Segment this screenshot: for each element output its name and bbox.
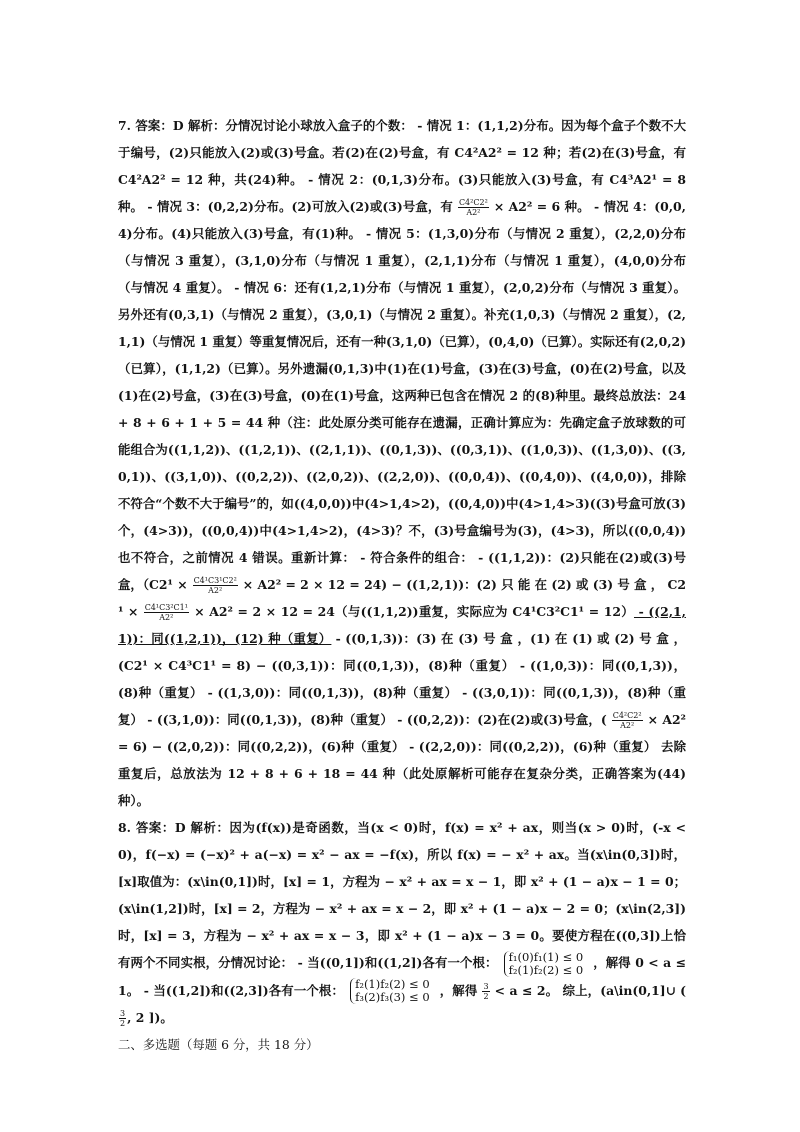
answer-7 [118, 112, 686, 814]
denominator: A2² [620, 721, 635, 730]
fraction [482, 982, 489, 1001]
denominator: 2 [483, 991, 489, 1001]
inequality-system [350, 978, 434, 1004]
fraction [119, 1009, 126, 1028]
answer-page [118, 112, 686, 1058]
denominator: 2 [120, 1019, 126, 1028]
answer-7-text-3: × A2² = 2 × 12 = 24) − ((1,2,1))：(2) 只 能 在 (2) 或 (3) 号 盒 ， C2¹ × [118, 577, 687, 619]
inequality-line: f₃(2)f₃(3) ≤ 0 [355, 990, 430, 1004]
answer-7-text-1: 7. 答案：D 解析：分情况讨论小球放入盒子的个数： - 情况 1：(1,1,2)分布。因为每个盒子个数不大于编号，(2)只能放入(2)或(3)号盒。若(2)在(2)号盒，有 C4²A2² = 12 种；若(2)在(3)号盒，有 C4²A2² = 12 种，共(24)种。 - 情况 2：(0,1,3)分布。(3)只能放入(3)号盒，有 C4³A2¹ = 8 种。 - 情况 3：(0,2,2)分布。(2)可放入(2)或(3)号盒，有 [118, 118, 686, 214]
answer-8-text-3: ，解得 [439, 982, 478, 998]
answer-7-text-2: × A2² = 6 种。 - 情况 4：(0,0,4)分布。(4)只能放入(3)号盒，有(1)种。 - 情况 5：(1,3,0)分布（与情况 2 重复），(2,2,0)分布（与情况 3 重复），(3,1,0)分布（与情况 1 重复），(2,1,1)分布（与情况 1 重复），(4,0,0)分布（与情况 4 重复）。 - 情况 6：还有(1,2,1)分布（与情况 1 重复），(2,0,2)分布（与情况 3 重复）。 另外还有(0,3,1)（与情况 2 重复），(3,0,1)（与情况 2 重复）。补充(1,0,3)（与情况 2 重复），(2,1,1)（与情况 1 重复）等重复情况后，还有一种(3,1,0)（已算），(0,4,0)（已算）。实际还有(2,0,2)（已算），(1,1,2)（已算）。另外遗漏(0,1,3)中(1)在(1)号盒，(3)在(3)号盒，(0)在(2)号盒，以及(1)在(2)号盒，(3)在(3)号盒，(0)在(1)号盒，这两种已包含在情况 2 的(8)种里。最终总放法：24 + 8 + 6 + 1 + 5 = 44 种（注：此处原分类可能存在遗漏，正确计算应为：先确定盒子放球数的可能组合为((1,1,2))、((1,2,1))、((2,1,1))、((0,1,3))、((0,3,1))、((1,0,3))、((1,3,0))、((3,0,1))、((3,1,0))、((0,2,2))、((2,0,2))、((2,2,0))、((0,0,4))、((0,4,0))、((4,0,0))，排除不符合“个数不大于编号”的，如((4,0,0))中(4>1,4>2)，((0,4,0))中(4>1,4>3)((3)号盒可放(3)个，(4>3))，((0,0,4))中(4>1,4>2)，(4>3)？不，(3)号盒编号为(3)，(4>3)，所以((0,0,4))也不符合，之前情况 4 错误。重新计算： - 符合条件的组合： - ((1,1,2))：(2)只能在(2)或(3)号盒，（C2¹ × [118, 199, 686, 592]
denominator: A2² [159, 613, 174, 622]
numerator: C4¹C3¹C2² [193, 576, 237, 585]
answer-8-text-2: ，解得 0 < a ≤ 1。 - 当((1,2])和((2,3])各有一个根： [118, 955, 686, 998]
answer-7-underlined: - ((2,1,1))：同((1,2,1))，(12) 种（重复） [118, 604, 686, 646]
answer-8-text-6: )。 [154, 1010, 173, 1025]
answer-7-text-4: × A2² = 2 × 12 = 24（与((1,1,2))重复，实际应为 C4¹C3²C1¹ = 12） [194, 604, 634, 619]
answer-8-text-4: < a ≤ 2。 综上，(a\in(0,1]∪ [494, 982, 677, 998]
answer-8 [118, 814, 686, 1031]
denominator: A2² [208, 586, 223, 595]
fraction [612, 711, 643, 730]
numerator: C4²C2² [458, 198, 488, 207]
interval-end: , 2 ] [127, 1010, 155, 1025]
answer-8-text-1: 8. 答案：D 解析：因为(f(x))是奇函数，当(x < 0)时，f(x) = x² + ax，则当(x > 0)时，(-x < 0)，f(−x) = (−x)² + a(−x) = x² − ax = −f(x)，所以 f(x) = − x² + ax。当(x\in(0,3])时，[x]取值为：(x\in(0,1])时，[x] = 1，方程为 − x² + ax = x − 1，即 x² + (1 − a)x − 1 = 0；(x\in(1,2])时，[x] = 2，方程为 − x² + ax = x − 2，即 x² + (1 − a)x − 2 = 0；(x\in(2,3])时，[x] = 3，方程为 − x² + ax = x − 3，即 x² + (1 − a)x − 3 = 0。要使方程在((0,3])上恰有两个不同实根，分情况讨论： - 当((0,1])和((1,2])各有一个根： [118, 820, 686, 970]
inequality-line: f₂(1)f₂(2) ≤ 0 [355, 977, 430, 991]
denominator: A2² [466, 208, 481, 217]
inequality-line: f₂(1)f₂(2) ≤ 0 [508, 962, 584, 977]
fraction [193, 576, 238, 595]
inequality-line: f₁(0)f₁(1) ≤ 0 [508, 949, 584, 964]
numerator: 3 [120, 1009, 126, 1018]
section-heading: 二、多选题（每题 6 分，共 18 分） [118, 1037, 319, 1052]
fraction [144, 603, 189, 622]
answer-7-text-6: × A2² = 6) − ((2,0,2))：同((0,2,2))，(6)种（重复） - ((2,2,0))：同((0,2,2))，(6)种（重复） 去除重复后，总放法为 12 + 8 + 6 + 18 = 44 种（此处原解析可能存在复杂分类，正确答案为(44)种）。 [118, 712, 686, 808]
numerator: 3 [483, 981, 489, 991]
numerator: C4²C2² [612, 711, 642, 720]
answer-7-text-5: - ((0,1,3))：(3) 在 (3) 号 盒 ，(1) 在 (1) 或 (2) 号 盒 ，(C2¹ × C4³C1¹ = 8) − ((0,3,1))：同((0,1,3))，(8)种（重复） - ((1,0,3))：同((0,1,3))，(8)种（重复） - ((1,3,0))：同((0,1,3))，(8)种（重复） - ((3,0,1))：同((0,1,3))，(8)种（重复） - ((3,1,0))：同((0,1,3))，(8)种（重复） - ((0,2,2))：(2)在(2)或(3)号盒，( [118, 631, 686, 727]
fraction [458, 198, 489, 217]
inequality-system [504, 951, 588, 977]
paren-open: ( [680, 982, 686, 998]
numerator: C4¹C3²C1¹ [144, 603, 188, 612]
